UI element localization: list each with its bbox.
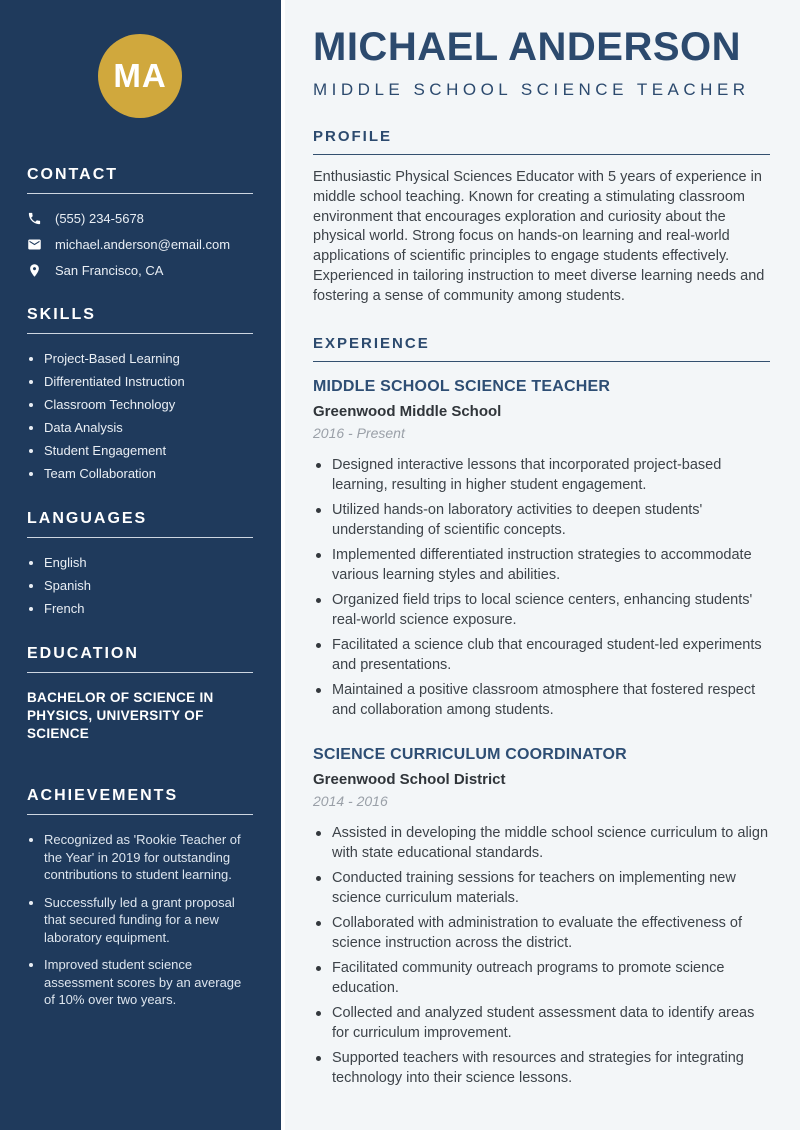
contact-email-row bbox=[27, 236, 253, 253]
job-bullet: Supported teachers with resources and strategies for integrating technology into their science lessons. bbox=[313, 1048, 770, 1088]
location-icon bbox=[27, 263, 42, 278]
experience-entry-1 bbox=[313, 378, 770, 720]
job-bullet-list bbox=[313, 823, 770, 1088]
skills-section bbox=[27, 306, 253, 483]
languages-section bbox=[27, 510, 253, 618]
contact-location-value: San Francisco, CA bbox=[55, 263, 164, 278]
job-bullet-list bbox=[313, 455, 770, 720]
profile-divider bbox=[313, 154, 770, 155]
job-bullet: Collected and analyzed student assessment data to identify areas for curriculum improvement. bbox=[313, 1003, 770, 1043]
skill-item: Differentiated Instruction bbox=[27, 373, 253, 391]
language-item: English bbox=[27, 554, 253, 572]
language-item: Spanish bbox=[27, 577, 253, 595]
person-job-title: MIDDLE SCHOOL SCIENCE TEACHER bbox=[313, 80, 750, 99]
job-bullet: Facilitated community outreach programs to promote science education. bbox=[313, 958, 770, 998]
profile-heading: PROFILE bbox=[313, 128, 393, 145]
skill-item: Data Analysis bbox=[27, 419, 253, 437]
job-bullet: Utilized hands-on laboratory activities to deepen students' understanding of scientific concepts. bbox=[313, 500, 770, 540]
avatar bbox=[98, 34, 182, 118]
contact-section bbox=[27, 166, 253, 279]
achievement-item: Recognized as 'Rookie Teacher of the Year' in 2019 for outstanding contributions to student learning. bbox=[27, 831, 253, 884]
contact-divider bbox=[27, 193, 253, 194]
language-item: French bbox=[27, 600, 253, 618]
experience-divider bbox=[313, 361, 770, 362]
profile-text: Enthusiastic Physical Sciences Educator with 5 years of experience in middle school teaching. Known for creating a stimulating classroom environment that encourages exploration and curiosity about the physical world. Strong focus on hands-on learning and real-world applications of scientific principles to engage students effectively. Experienced in tailoring instruction to meet diverse learning needs and fostering a sense of community among students. bbox=[313, 169, 765, 304]
achievement-item: Successfully led a grant proposal that secured funding for a new laboratory equipment. bbox=[27, 894, 253, 947]
achievements-divider bbox=[27, 814, 253, 815]
skill-item: Student Engagement bbox=[27, 442, 253, 460]
skills-divider bbox=[27, 333, 253, 334]
sidebar bbox=[0, 0, 281, 1130]
achievement-item: Improved student science assessment scores by an average of 10% over two years. bbox=[27, 956, 253, 1009]
education-section bbox=[27, 645, 253, 743]
job-company: Greenwood Middle School bbox=[313, 402, 502, 420]
skills-list bbox=[27, 350, 253, 483]
job-dates: 2014 - 2016 bbox=[313, 792, 388, 809]
education-heading: EDUCATION bbox=[27, 645, 139, 662]
experience-entry-2 bbox=[313, 746, 770, 1088]
email-icon bbox=[27, 237, 42, 252]
job-company: Greenwood School District bbox=[313, 770, 506, 788]
experience-section bbox=[313, 335, 770, 1088]
achievements-list bbox=[27, 831, 253, 1009]
contact-email-value: michael.anderson@email.com bbox=[55, 237, 231, 252]
avatar-initials: MA bbox=[113, 57, 167, 94]
languages-divider bbox=[27, 537, 253, 538]
job-title: SCIENCE CURRICULUM COORDINATOR bbox=[313, 745, 627, 763]
languages-list bbox=[27, 554, 253, 618]
profile-section bbox=[313, 128, 770, 307]
job-bullet: Assisted in developing the middle school science curriculum to align with state educational standards. bbox=[313, 823, 770, 863]
person-name: MICHAEL ANDERSON bbox=[313, 25, 742, 69]
languages-heading: LANGUAGES bbox=[27, 510, 148, 527]
job-bullet: Collaborated with administration to evaluate the effectiveness of science instruction across the district. bbox=[313, 913, 770, 953]
phone-icon bbox=[27, 211, 42, 226]
experience-heading: EXPERIENCE bbox=[313, 334, 430, 352]
job-title: MIDDLE SCHOOL SCIENCE TEACHER bbox=[313, 377, 611, 395]
education-degree: BACHELOR OF SCIENCE IN PHYSICS, UNIVERSITY OF SCIENCE bbox=[27, 690, 214, 741]
job-bullet: Conducted training sessions for teachers on implementing new science curriculum materials. bbox=[313, 868, 770, 908]
job-bullet: Implemented differentiated instruction strategies to accommodate various learning styles and abilities. bbox=[313, 545, 770, 585]
contact-phone-value: (555) 234-5678 bbox=[55, 211, 144, 226]
job-bullet: Maintained a positive classroom atmosphere that fostered respect and collaboration among students. bbox=[313, 680, 770, 720]
achievements-section bbox=[27, 787, 253, 1009]
skills-heading: SKILLS bbox=[27, 306, 96, 323]
job-bullet: Designed interactive lessons that incorporated project-based learning, resulting in higher student engagement. bbox=[313, 455, 770, 495]
skill-item: Team Collaboration bbox=[27, 465, 253, 483]
contact-location-row bbox=[27, 262, 253, 279]
skill-item: Classroom Technology bbox=[27, 396, 253, 414]
skill-item: Project-Based Learning bbox=[27, 350, 253, 368]
job-bullet: Facilitated a science club that encouraged student-led experiments and presentations. bbox=[313, 635, 770, 675]
education-divider bbox=[27, 672, 253, 673]
contact-phone-row bbox=[27, 210, 253, 227]
contact-heading: CONTACT bbox=[27, 166, 119, 183]
main-content bbox=[281, 0, 800, 1130]
job-bullet: Organized field trips to local science centers, enhancing students' real-world science exposure. bbox=[313, 590, 770, 630]
achievements-heading: ACHIEVEMENTS bbox=[27, 787, 179, 804]
job-dates: 2016 - Present bbox=[313, 424, 405, 441]
